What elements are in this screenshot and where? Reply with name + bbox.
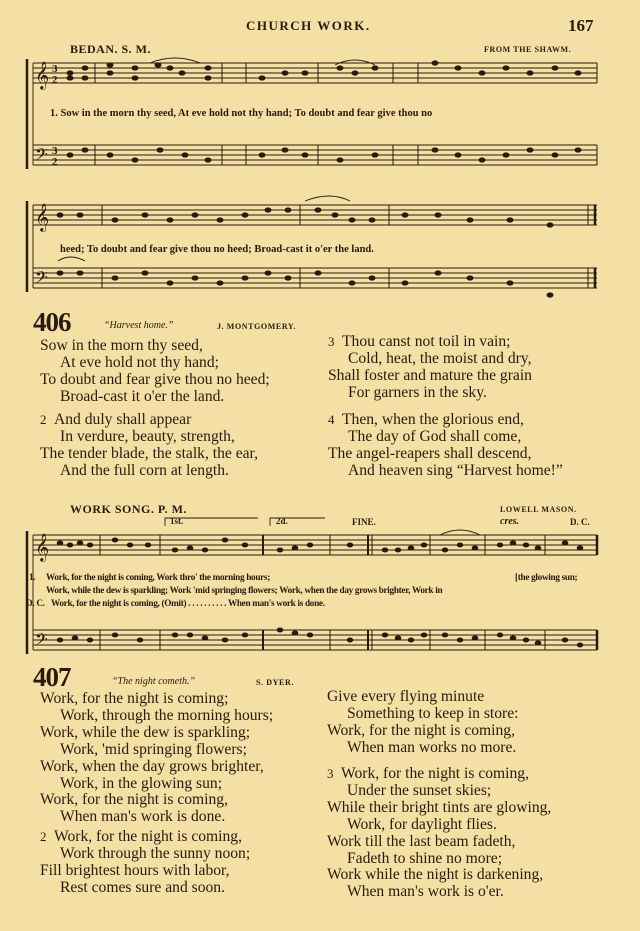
verse-line: Then, when the glorious end,: [342, 411, 524, 428]
staff-treble-2: [33, 205, 597, 225]
svg-text:3: 3: [52, 63, 58, 75]
work-song-dc-label: D. C.: [26, 598, 45, 608]
staff-bass-1: [33, 145, 597, 165]
verse-line: Under the sunset skies;: [347, 781, 492, 799]
tune-title-work-song: WORK SONG. P. M.: [70, 502, 187, 516]
bass-clef-icon: 𝄢: [35, 269, 48, 291]
verse-line: And duly shall appear: [54, 411, 192, 428]
music-score-bedan: [0, 55, 640, 305]
work-song-lyric-a: Work, for the night is coming, Work thro' the morning hours;: [46, 572, 270, 582]
verse-line: Rest comes sure and soon.: [60, 878, 226, 896]
verse-line: Cold, heat, the moist and dry,: [348, 349, 532, 367]
verse-line: Work through the sunny noon;: [60, 844, 251, 862]
verse-line: Work, for the night is coming,: [327, 721, 516, 739]
verse-line: Fadeth to shine no more;: [347, 849, 503, 867]
verse-line: Thou canst not toil in vain;: [342, 333, 511, 350]
hymn-406-verse-1: [40, 338, 330, 406]
hymn-406-verse-4: [328, 412, 628, 480]
bedan-underlay-line2: heed; To doubt and fear give thou no heed; Broad-cast it o'er the land.: [60, 244, 374, 255]
bass-clef-icon: 𝄢: [35, 631, 48, 653]
verse-line: The tender blade, the stalk, the ear,: [40, 444, 259, 462]
verse-line: Work, in the glowing sun;: [60, 774, 223, 792]
dc-marking: D. C.: [570, 517, 590, 527]
svg-text:2: 2: [52, 156, 58, 168]
hymn-407-verse-1: [40, 691, 330, 826]
hymn-407-subtitle: “The night cometh.”: [112, 676, 196, 687]
first-ending-label: 1st.: [170, 516, 184, 526]
verse-line: Work, while the dew is sparkling;: [40, 723, 251, 741]
verse-line: Work, through the morning hours;: [60, 706, 274, 724]
verse-line: Work, for the night is coming,: [54, 828, 243, 845]
verse-line: Work, for the night is coming;: [40, 690, 229, 707]
verse-line: Fill brightest hours with labor,: [40, 861, 230, 879]
hymn-407-verse-3: [327, 766, 627, 901]
bedan-underlay-line1: 1. Sow in the morn thy seed, At eve hold not thy hand; To doubt and fear give thou no: [50, 108, 433, 119]
crescendo-marking: cres.: [500, 516, 520, 527]
verse-number: 3: [328, 334, 335, 349]
tune-attribution-work-song: LOWELL MASON.: [500, 505, 577, 514]
hymn-number-406: 406: [33, 307, 71, 337]
verse-number: 2: [40, 412, 47, 427]
svg-text:3: 3: [52, 145, 58, 157]
verse-line: Work, 'mid springing flowers;: [60, 740, 247, 758]
verse-line: In verdure, beauty, strength,: [60, 427, 235, 445]
tune-title-bedan: BEDAN. S. M.: [70, 42, 152, 56]
hymn-406-author: J. MONTGOMERY.: [217, 322, 297, 331]
verse-line: Sow in the morn thy seed,: [40, 337, 203, 354]
hymn-number-407: 407: [33, 662, 71, 692]
page-header: [0, 18, 640, 42]
work-song-verse-number: 1.: [29, 572, 36, 582]
verse-number: 4: [328, 412, 335, 427]
treble-clef-icon: 𝄞: [35, 63, 50, 89]
hymn-407-author: S. DYER.: [256, 678, 294, 687]
hymn-406-verse-2: [40, 412, 330, 480]
verse-line: And the full corn at length.: [60, 461, 229, 479]
second-ending-label: 2d.: [276, 516, 288, 526]
verse-line: Give every flying minute: [327, 688, 485, 705]
note-heads: [57, 60, 582, 297]
work-song-lyric-c: Work, for the night is coming, (Omit) . . . . . . . . . . When man's work is done.: [51, 598, 325, 608]
verse-line: Shall foster and mature the grain: [328, 366, 532, 384]
hymn-407-verse-2-continued: [327, 689, 627, 757]
work-song-lyric-glowing: [the glowing sun;: [515, 572, 578, 582]
work-song-lyric-b: Work, while the dew is sparkling; Work 'mid springing flowers; Work, when the day grows brighter, Work in: [46, 585, 443, 595]
verse-line: When man's work is o'er.: [347, 883, 504, 901]
tune-attribution-bedan: FROM THE SHAWM.: [484, 45, 572, 54]
staff-treble-1: [33, 63, 597, 83]
verse-line: Broad-cast it o'er the land.: [60, 387, 225, 405]
verse-line: Work till the last beam fadeth,: [327, 832, 516, 850]
bass-clef-icon: 𝄢: [35, 146, 48, 168]
hymn-406-subtitle: “Harvest home.”: [104, 320, 174, 331]
verse-line: Work, for the night is coming,: [40, 791, 229, 809]
verse-line: To doubt and fear give thou no heed;: [40, 370, 270, 388]
hymn-406-verse-3: [328, 334, 618, 402]
treble-clef-icon: 𝄞: [35, 205, 50, 231]
page-number: 167: [568, 16, 594, 35]
verse-line: And heaven sing “Harvest home!”: [348, 461, 563, 479]
running-title: CHURCH WORK.: [246, 18, 371, 33]
verse-line: Something to keep in store:: [347, 704, 519, 722]
verse-line: For garners in the sky.: [348, 383, 487, 401]
verse-line: While their bright tints are glowing,: [327, 798, 552, 816]
fine-marking: FINE.: [352, 517, 376, 527]
verse-line: At eve hold not thy hand;: [60, 353, 219, 371]
verse-line: When man works no more.: [347, 738, 517, 756]
treble-clef-icon: 𝄞: [35, 535, 50, 561]
verse-line: The angel-reapers shall descend,: [328, 444, 532, 462]
verse-line: Work, for the night is coming,: [341, 765, 530, 782]
verse-line: Work while the night is darkening,: [327, 866, 544, 884]
verse-line: The day of God shall come,: [348, 427, 522, 445]
verse-line: When man's work is done.: [60, 808, 226, 826]
svg-text:2: 2: [52, 74, 58, 86]
hymn-407-verse-2: [40, 829, 330, 897]
verse-line: Work, for daylight flies.: [347, 815, 497, 833]
verse-number: 2: [40, 829, 47, 844]
verse-line: Work, when the day grows brighter,: [40, 757, 264, 775]
verse-number: 3: [327, 766, 334, 781]
